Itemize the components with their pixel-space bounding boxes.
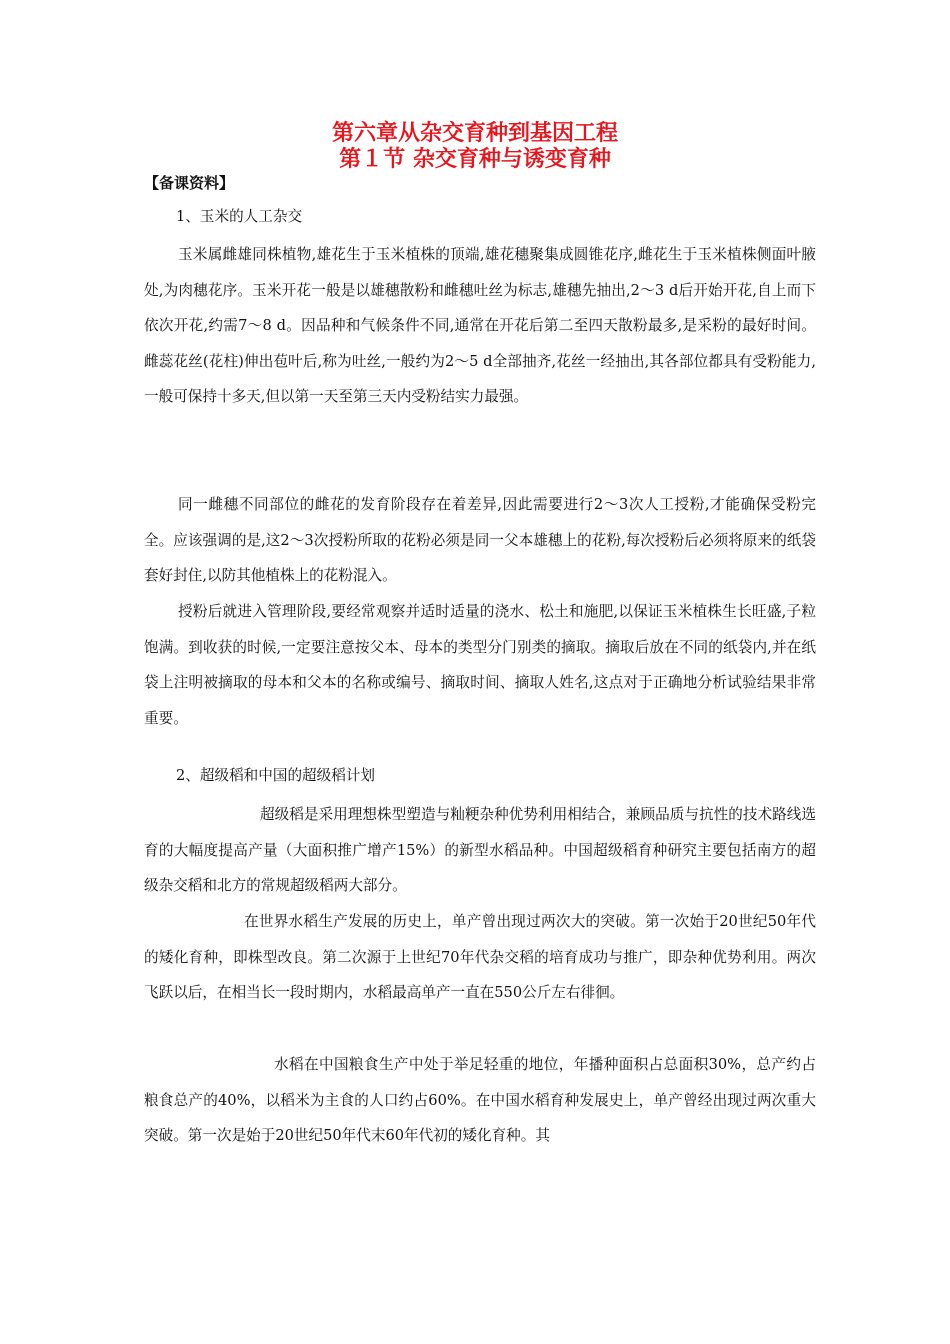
section-label: 【备课资料】 xyxy=(144,174,235,192)
section-title: 第１节 杂交育种与诱变育种 xyxy=(339,147,611,172)
chapter-title: 第六章从杂交育种到基因工程 xyxy=(331,121,618,146)
paragraph-4: 超级稻是采用理想株型塑造与籼粳杂种优势利用相结合，兼顾品质与抗性的技术路线选育的大幅度提高产量（大面积推广增产15%）的新型水稻品种。中国超级稻育种研究主要包括南方的超级杂交稻和北方的常规超级稻两大部分。 xyxy=(144,806,816,895)
paragraph-3: 授粉后就进入管理阶段,要经常观察并适时适量的浇水、松土和施肥,以保证玉米植株生长旺盛,子粒饱满。到收获的时候,一定要注意按父本、母本的类型分门别类的摘取。摘取后放在不同的纸袋内,并在纸袋上注明被摘取的母本和父本的名称或编号、摘取时间、摘取人姓名,这点对于正确地分析试验结果非常重要。 xyxy=(144,603,816,727)
paragraph-6: 水稻在中国粮食生产中处于举足轻重的地位，年播种面积占总面积30%，总产约占粮食总产的40%，以稻米为主食的人口约占60%。在中国水稻育种发展史上，单产曾经出现过两次重大突破。第一次是始于20世纪50年代末60年代初的矮化育种。其 xyxy=(144,1056,816,1145)
heading-maize: 1、玉米的人工杂交 xyxy=(176,208,303,225)
heading-super-rice: 2、超级稻和中国的超级稻计划 xyxy=(176,767,376,784)
paragraph-2: 同一雌穗不同部位的雌花的发育阶段存在着差异,因此需要进行2～3次人工授粉,才能确保受粉完全。应该强调的是,这2～3次授粉所取的花粉必须是同一父本雄穗上的花粉,每次授粉后必须将原来的纸袋套好封住,以防其他植株上的花粉混入。 xyxy=(144,496,816,585)
paragraph-5: 在世界水稻生产发展的历史上，单产曾出现过两次大的突破。第一次始于20世纪50年代的矮化育种，即株型改良。第二次源于上世纪70年代杂交稻的培育成功与推广，即杂种优势利用。两次飞跃以后，在相当长一段时期内，水稻最高单产一直在550公斤左右徘徊。 xyxy=(144,913,816,1002)
paragraph-1: 玉米属雌雄同株植物,雄花生于玉米植株的顶端,雄花穗聚集成圆锥花序,雌花生于玉米植株侧面叶腋处,为肉穗花序。玉米开花一般是以雄穗散粉和雌穗吐丝为标志,雄穗先抽出,2～3 d后开始开花,自上而下依次开花,约需7～8 d。因品种和气候条件不同,通常在开花后第二至四天散粉最多,是采粉的最好时间。雌蕊花丝(花柱)伸出苞叶后,称为吐丝,一般约为2～5 d全部抽齐,花丝一经抽出,其各部位都具有受粉能力,一般可保持十多天,但以第一天至第三天内受粉结实力最强。 xyxy=(144,246,816,406)
